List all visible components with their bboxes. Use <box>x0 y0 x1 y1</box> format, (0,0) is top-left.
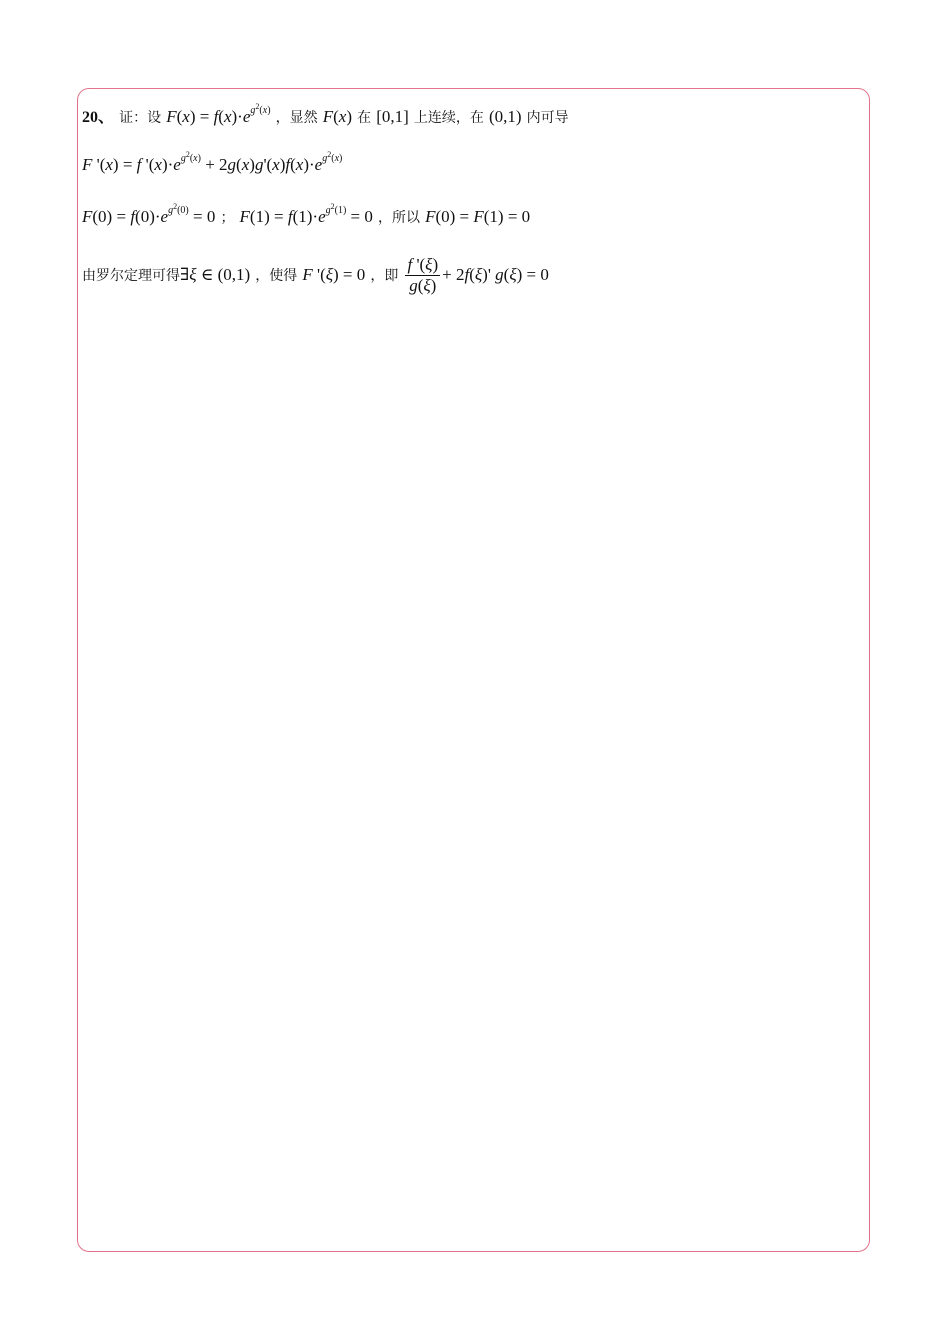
line-conclusion <box>82 255 549 296</box>
def-F-formula: $F(x) = f(x)\cdot e^{g^2(x)}$ <box>166 102 271 126</box>
on-text: 在 <box>357 110 372 126</box>
line-derivative <box>82 150 343 175</box>
ie-text: ，即 <box>370 268 399 284</box>
open-interval: (0,1) <box>488 107 522 126</box>
continuous-text: 上连续，在 <box>413 110 484 126</box>
closed-interval: [0,1] <box>376 107 409 126</box>
fraction <box>405 255 440 296</box>
equal-formula: F(0) = F(1) = 0 <box>425 207 531 226</box>
problem-number: 20、 <box>82 109 115 126</box>
such-that-text: ，使得 <box>255 268 298 284</box>
fraction-denominator: g(ξ) <box>409 276 437 295</box>
proof-intro: 证：设 <box>119 110 162 126</box>
F1-formula: $F(1) = f(1)\cdot e^{g^2(1)} = 0$ <box>239 202 373 226</box>
obviously-text: ，显然 <box>275 110 318 126</box>
conclusion-rest: + 2f(ξ)' g(ξ) = 0 <box>442 265 549 284</box>
exists-formula: ∃ξ ∈ (0,1) <box>180 265 251 284</box>
separator: ； <box>220 210 235 226</box>
therefore-text: ，所以 <box>377 210 420 226</box>
line-endpoints <box>82 202 531 228</box>
deriv-zero-formula: F '(ξ) = 0 <box>302 265 366 284</box>
derivative-formula: F '(x) = f '$(x)\cdot e^{g^2(x)} + 2g(x)g'(x)f(x)\cdot e^{g^2(x)}$ <box>82 150 343 174</box>
differentiable-text: 内可导 <box>526 110 569 126</box>
F-x-symbol: F(x) <box>322 107 352 126</box>
rolle-text: 由罗尔定理可得 <box>82 268 180 284</box>
fraction-numerator: f '(ξ) <box>407 255 439 274</box>
line-definition <box>82 102 569 128</box>
F0-formula: $F(0) = f(0)\cdot e^{g^2(0)} = 0$ <box>82 202 216 226</box>
